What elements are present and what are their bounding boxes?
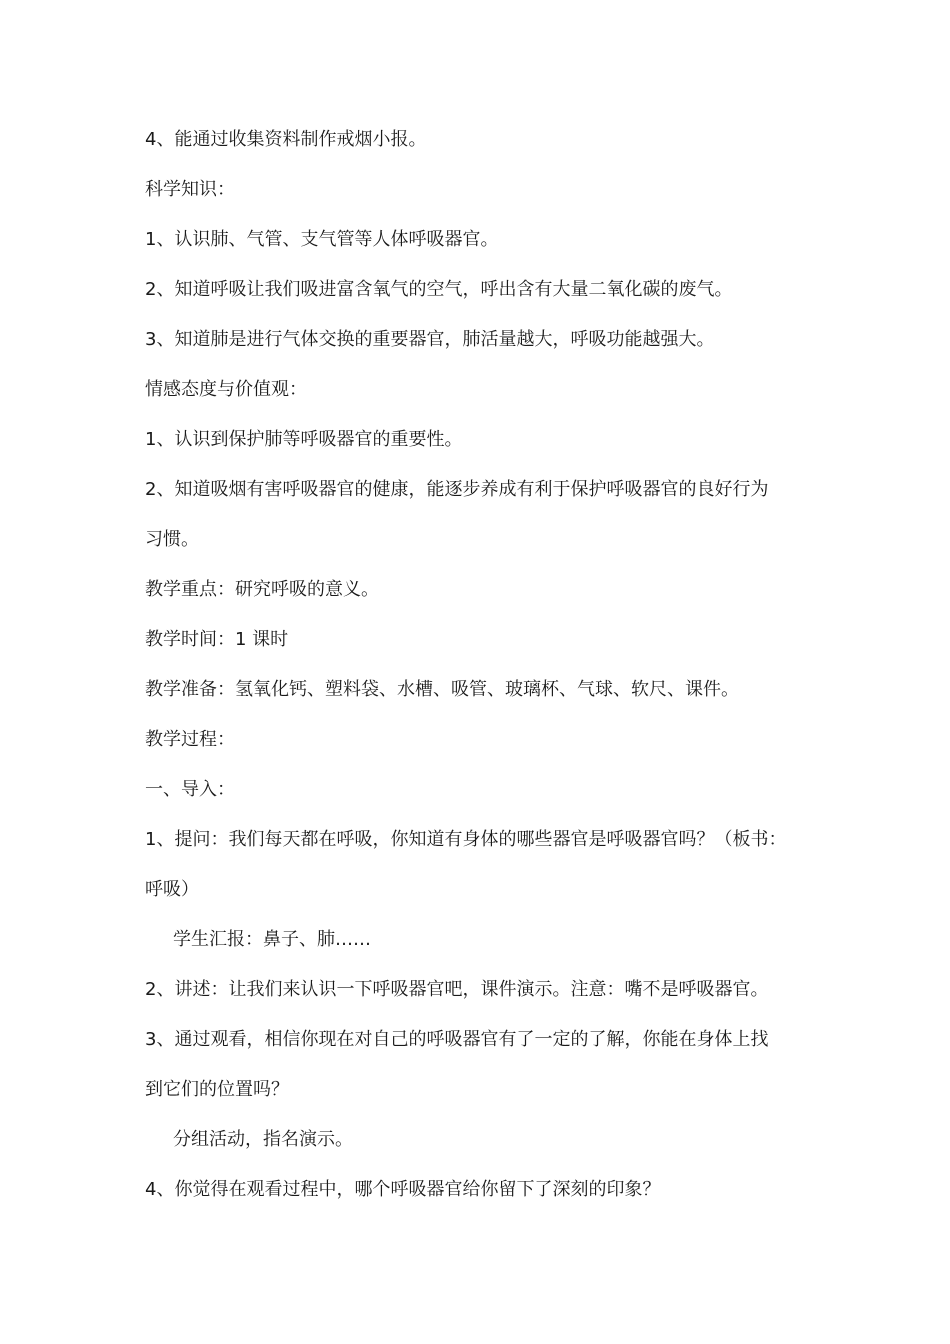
document-body xyxy=(145,115,825,1215)
text-line: 3、知道肺是进行气体交换的重要器官，肺活量越大，呼吸功能越强大。 xyxy=(145,329,715,350)
section-heading: 情感态度与价值观： xyxy=(145,379,307,400)
text-line: 2、知道呼吸让我们吸进富含氧气的空气，呼出含有大量二氧化碳的废气。 xyxy=(145,279,733,300)
text-line: 习惯。 xyxy=(145,529,199,550)
section-heading: 一、导入： xyxy=(145,779,235,800)
text-line: 教学时间：1 课时 xyxy=(145,629,289,650)
text-line: 2、讲述：让我们来认识一下呼吸器官吧，课件演示。注意：嘴不是呼吸器官。 xyxy=(145,979,769,1000)
text-line: 到它们的位置吗？ xyxy=(145,1079,289,1100)
text-line: 3、通过观看，相信你现在对自己的呼吸器官有了一定的了解，你能在身体上找 xyxy=(145,1029,769,1050)
text-line: 1、认识肺、气管、支气管等人体呼吸器官。 xyxy=(145,229,499,250)
section-heading: 教学过程： xyxy=(145,729,235,750)
text-line: 1、认识到保护肺等呼吸器官的重要性。 xyxy=(145,429,463,450)
section-heading: 科学知识： xyxy=(145,179,235,200)
text-line: 4、能通过收集资料制作戒烟小报。 xyxy=(145,129,427,150)
text-line-indented: 学生汇报：鼻子、肺…… xyxy=(173,929,371,950)
text-line: 4、你觉得在观看过程中，哪个呼吸器官给你留下了深刻的印象？ xyxy=(145,1179,661,1200)
text-line: 教学重点：研究呼吸的意义。 xyxy=(145,579,379,600)
text-line: 1、提问：我们每天都在呼吸，你知道有身体的哪些器官是呼吸器官吗？（板书： xyxy=(145,829,787,850)
text-line: 呼吸） xyxy=(145,879,199,900)
text-line-indented: 分组活动，指名演示。 xyxy=(173,1129,353,1150)
text-line: 教学准备：氢氧化钙、塑料袋、水槽、吸管、玻璃杯、气球、软尺、课件。 xyxy=(145,679,739,700)
text-line: 2、知道吸烟有害呼吸器官的健康，能逐步养成有利于保护呼吸器官的良好行为 xyxy=(145,479,769,500)
